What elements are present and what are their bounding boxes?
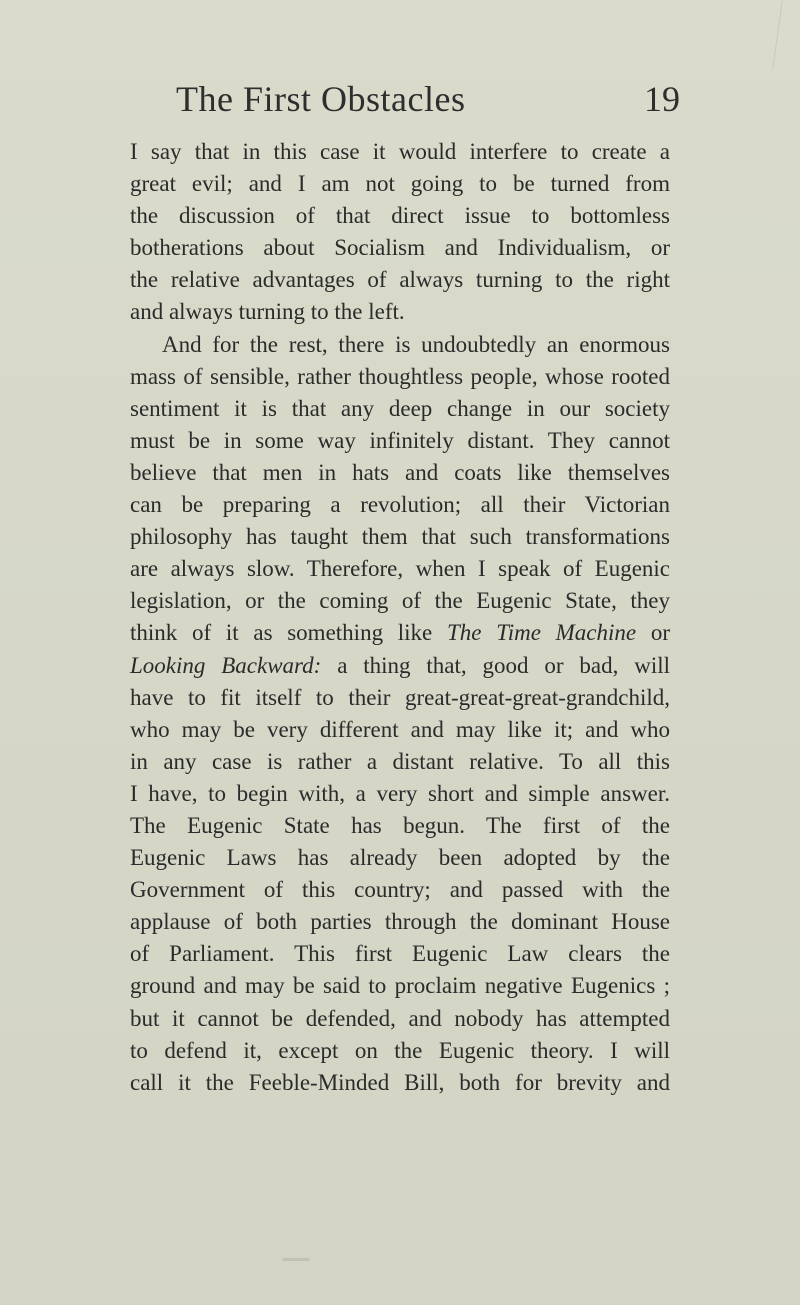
text-line: ground and may be said to proclaim negative Eugenics ;	[130, 973, 670, 999]
text-line: and always turning to the left.	[130, 299, 405, 325]
text-line: mass of sensible, rather thoughtless people, whose rooted	[130, 363, 670, 389]
text-line: philosophy has taught them that such transformations	[130, 524, 670, 550]
body-text	[130, 136, 670, 1099]
text-line: sentiment it is that any deep change in our society	[130, 395, 670, 421]
text-line: Eugenic Laws has already been adopted by the	[130, 845, 670, 871]
running-head	[176, 78, 680, 122]
text-line: I say that in this case it would interfere to create a	[130, 139, 670, 164]
text-line: in any case is rather a distant relative. To all this	[130, 748, 670, 774]
text-line: And for the rest, there is undoubtedly an enormous	[162, 331, 670, 357]
running-title: The First Obstacles	[176, 79, 466, 119]
text-line: Government of this country; and passed with the	[130, 877, 670, 903]
page-edge-mark	[772, 0, 783, 69]
text-line: applause of both parties through the dominant House	[130, 909, 670, 935]
page-number: 19	[644, 79, 680, 119]
text-line: can be preparing a revolution; all their Victorian	[130, 492, 670, 518]
text-line: great evil; and I am not going to be turned from	[130, 171, 670, 197]
text-line: call it the Feeble-Minded Bill, both for brevity and	[130, 1069, 670, 1095]
text-line: are always slow. Therefore, when I speak of Eugenic	[130, 556, 670, 582]
text-line: The Eugenic State has begun. The first of the	[130, 812, 670, 838]
text-line: Looking Backward: a thing that, good or bad, will	[130, 652, 670, 678]
text-line: must be in some way infinitely distant. They cannot	[130, 427, 670, 453]
text-line: but it cannot be defended, and nobody has attempted	[130, 1005, 670, 1031]
text-line: legislation, or the coming of the Eugenic State, they	[130, 588, 670, 614]
text-line: botherations about Socialism and Individualism, or	[130, 235, 670, 261]
text-line: believe that men in hats and coats like themselves	[130, 459, 670, 485]
text-line: to defend it, except on the Eugenic theory. I will	[130, 1037, 670, 1063]
text-line: think of it as something like The Time Machine or	[130, 620, 670, 646]
text-line: of Parliament. This first Eugenic Law clears the	[130, 941, 670, 967]
text-line: I have, to begin with, a very short and simple answer.	[130, 780, 670, 806]
text-line: the relative advantages of always turning to the right	[130, 267, 670, 293]
text-line: who may be very different and may like it; and who	[130, 716, 670, 742]
text-line: have to fit itself to their great-great-great-grandchild,	[130, 684, 670, 710]
ink-smudge	[282, 1258, 310, 1261]
text-line: the discussion of that direct issue to bottomless	[130, 203, 670, 229]
